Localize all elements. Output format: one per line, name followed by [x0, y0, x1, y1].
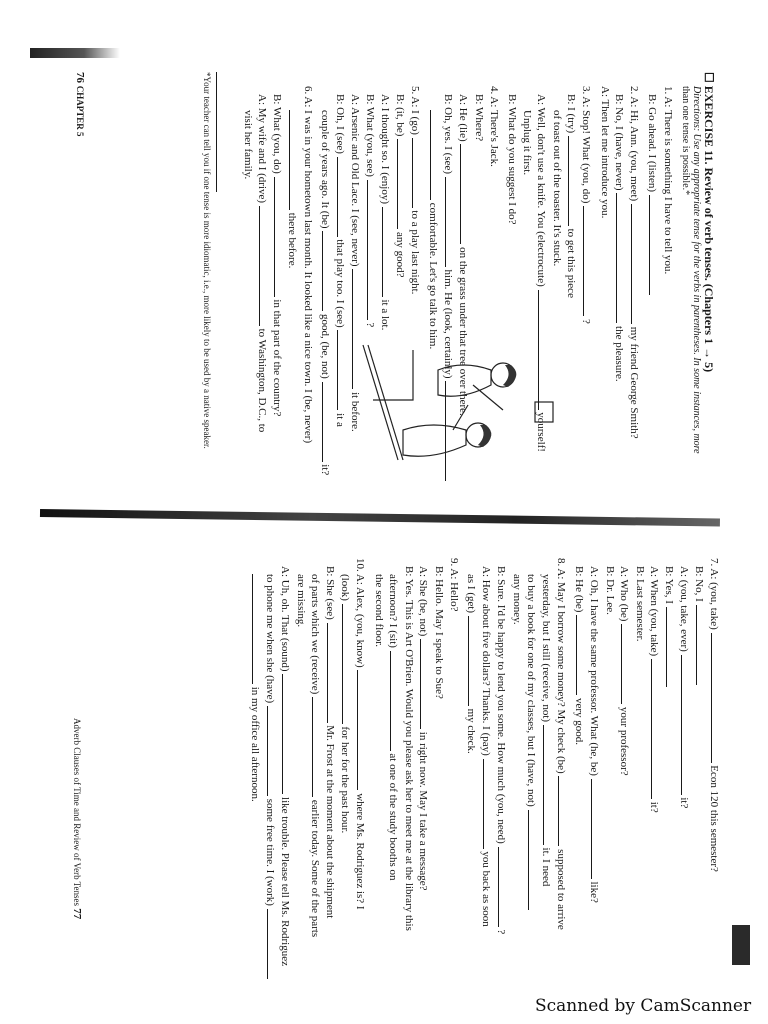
scan-corner-shadow [732, 925, 750, 965]
exercise-line: B: I (try) to get this piece [565, 94, 577, 298]
exercise-line: afternoon? I (sit) at one of the study booths on [387, 574, 399, 881]
exercise-line: there before. [286, 110, 298, 268]
exercise-line: B: Hello. May I speak to Sue? [433, 566, 445, 699]
exercise-line: B: Yes. This is Art O'Brien. Would you please ask her to meet me at the library this [403, 566, 415, 931]
exercise-line: B: Oh, I (see) that play too. I (see) it a [334, 94, 346, 427]
exercise-line: A: Arsenic and Old Lace. I (see, never) it before. [349, 94, 361, 432]
exercise-line: B: Where? [473, 94, 485, 142]
exercise-line: (look) for her for the past hour. [339, 574, 351, 834]
exercise-line: B: What (you, do) in that part of the country? [271, 94, 283, 417]
exercise-line: 8. A: May I borrow some money? My check (be) supposed to arrive [555, 558, 567, 930]
exercise-line: A: Uh, oh. That (sound) like trouble. Please tell Ms. Rodriguez [279, 566, 291, 966]
exercise-line: B: No, I [693, 566, 705, 685]
page-number-left: 76 CHAPTER 5 [74, 72, 86, 137]
exercise-line: B: Go ahead. I (listen) [646, 94, 658, 295]
exercise-line: B: She (see) Mr. Frost at the moment about the shipment [324, 566, 336, 919]
exercise-title: ☐ EXERCISE 11. Review of verb tenses. (Chapters 1 → 5) [702, 72, 716, 373]
exercise-line: 2. A: Hi, Ann. (you, meet) my friend George Smith? [628, 86, 640, 439]
exercise-line: yesterday, but I still (receive, not) it. I need [540, 574, 552, 887]
exercise-line: B: What do you suggest I do? [506, 94, 518, 225]
exercise-line: to buy a book for one of my classes, but I (have, not) [525, 574, 537, 910]
exercise-line: visit her family. [242, 110, 254, 180]
exercise-line: B: (it, be) any good? [394, 94, 406, 278]
camscanner-watermark: Scanned by CamScanner [535, 996, 752, 1016]
running-header: Adverb Clauses of Time and Review of Verb Tenses 77 [71, 718, 83, 920]
exercise-line: A: I thought so. I (enjoy) it a lot. [379, 94, 391, 331]
exercise-line: comfortable. Let's go talk to him. [427, 110, 439, 349]
footnote-rule [216, 72, 217, 192]
directions-line-1: Directions: Use any appropriate tense for the verbs in parentheses. In some instances, more [691, 86, 702, 454]
exercise-line: 10. A: Alex, (you, know) where Ms. Rodriguez is? I [354, 558, 366, 910]
exercise-line: A: She (be, not) in right now. May I take a message? [417, 566, 429, 891]
exercise-line: 9. A: Hello? [448, 558, 460, 612]
exercise-line: of toast out of the toaster. It's stuck. [551, 110, 563, 267]
exercise-line: couple of years ago. It (be) good, (be, not) it? [319, 110, 331, 476]
directions-line-2: than one tense is possible.* [680, 86, 691, 196]
checkbox-icon: ☐ [702, 72, 716, 86]
exercise-line: A: When (you, take) it? [648, 566, 660, 813]
exercise-line: A: Then let me introduce you. [599, 86, 611, 219]
exercise-line: in my office all afternoon. [249, 574, 261, 802]
exercise-line: of parts which we (receive) earlier today. Some of the parts [309, 574, 321, 938]
exercise-line: A: How about five dollars? Thanks. I (pay) you back as soon [480, 566, 492, 927]
exercise-line: Unplug it first. [521, 110, 533, 176]
exercise-line: any money. [511, 574, 523, 625]
exercise-line: A: Well, don't use a knife. You (electrocute) yourself! [535, 94, 547, 452]
exercise-line: B: No, I (have, never) the pleasure. [613, 94, 625, 382]
exercise-line: 1. A: There is something I have to tell you. [662, 86, 674, 275]
exercise-line: B: Oh, yes. I (see) him. He (look, certainly) [442, 94, 454, 481]
exercise-line: A: Who (be) your professor? [618, 566, 630, 776]
exercise-line: A: (you, take, ever) it? [678, 566, 690, 809]
exercise-line: A: Oh, I have the same professor. What (he, be) like? [588, 566, 600, 903]
left-page [55, 72, 716, 476]
exercise-line: B: Last semester. [634, 566, 646, 642]
exercise-line: are missing. [295, 574, 307, 628]
footnote: *Your teacher can tell you if one tense is more idiomatic, i.e., more likely to be used by a native speaker. [202, 72, 212, 449]
exercise-line: A: My wife and I (drive) to Washington, D.C., to [256, 94, 268, 433]
exercise-line: B: He (be) very good. [573, 566, 585, 745]
exercise-line: 7. A: (you, take) Econ 120 this semester? [708, 558, 720, 872]
exercise-line: 5. A: I (go) to a play last night. [409, 86, 421, 295]
exercise-line: 6. A: I was in your hometown last month. It looked like a nice town. I (be, never) [302, 86, 314, 444]
exercise-line: 4. A: There's Jack. [488, 86, 500, 167]
toaster-illustration [358, 340, 563, 470]
exercise-line: the second floor. [373, 574, 385, 648]
exercise-line: 3. A: Stop! What (you, do) ? [580, 86, 592, 324]
exercise-line: B: Dr. Lee. [604, 566, 616, 615]
exercise-line: to phone me when she (have) some free time. I (work) [264, 574, 276, 979]
exercise-line: B: Sure. I'd be happy to lend you some. How much (you, need) ? [495, 566, 507, 935]
exercise-line: B: Yes, I [663, 566, 675, 687]
right-page [50, 558, 720, 966]
exercise-line: B: What (you, see) ? [364, 94, 376, 328]
scan-shadow-top [30, 48, 120, 58]
exercise-line: as I (get) my check. [465, 574, 477, 754]
exercise-line: A: He (lie) on the grass under that tree over there. [457, 94, 469, 416]
book-spine-shadow [40, 509, 720, 526]
